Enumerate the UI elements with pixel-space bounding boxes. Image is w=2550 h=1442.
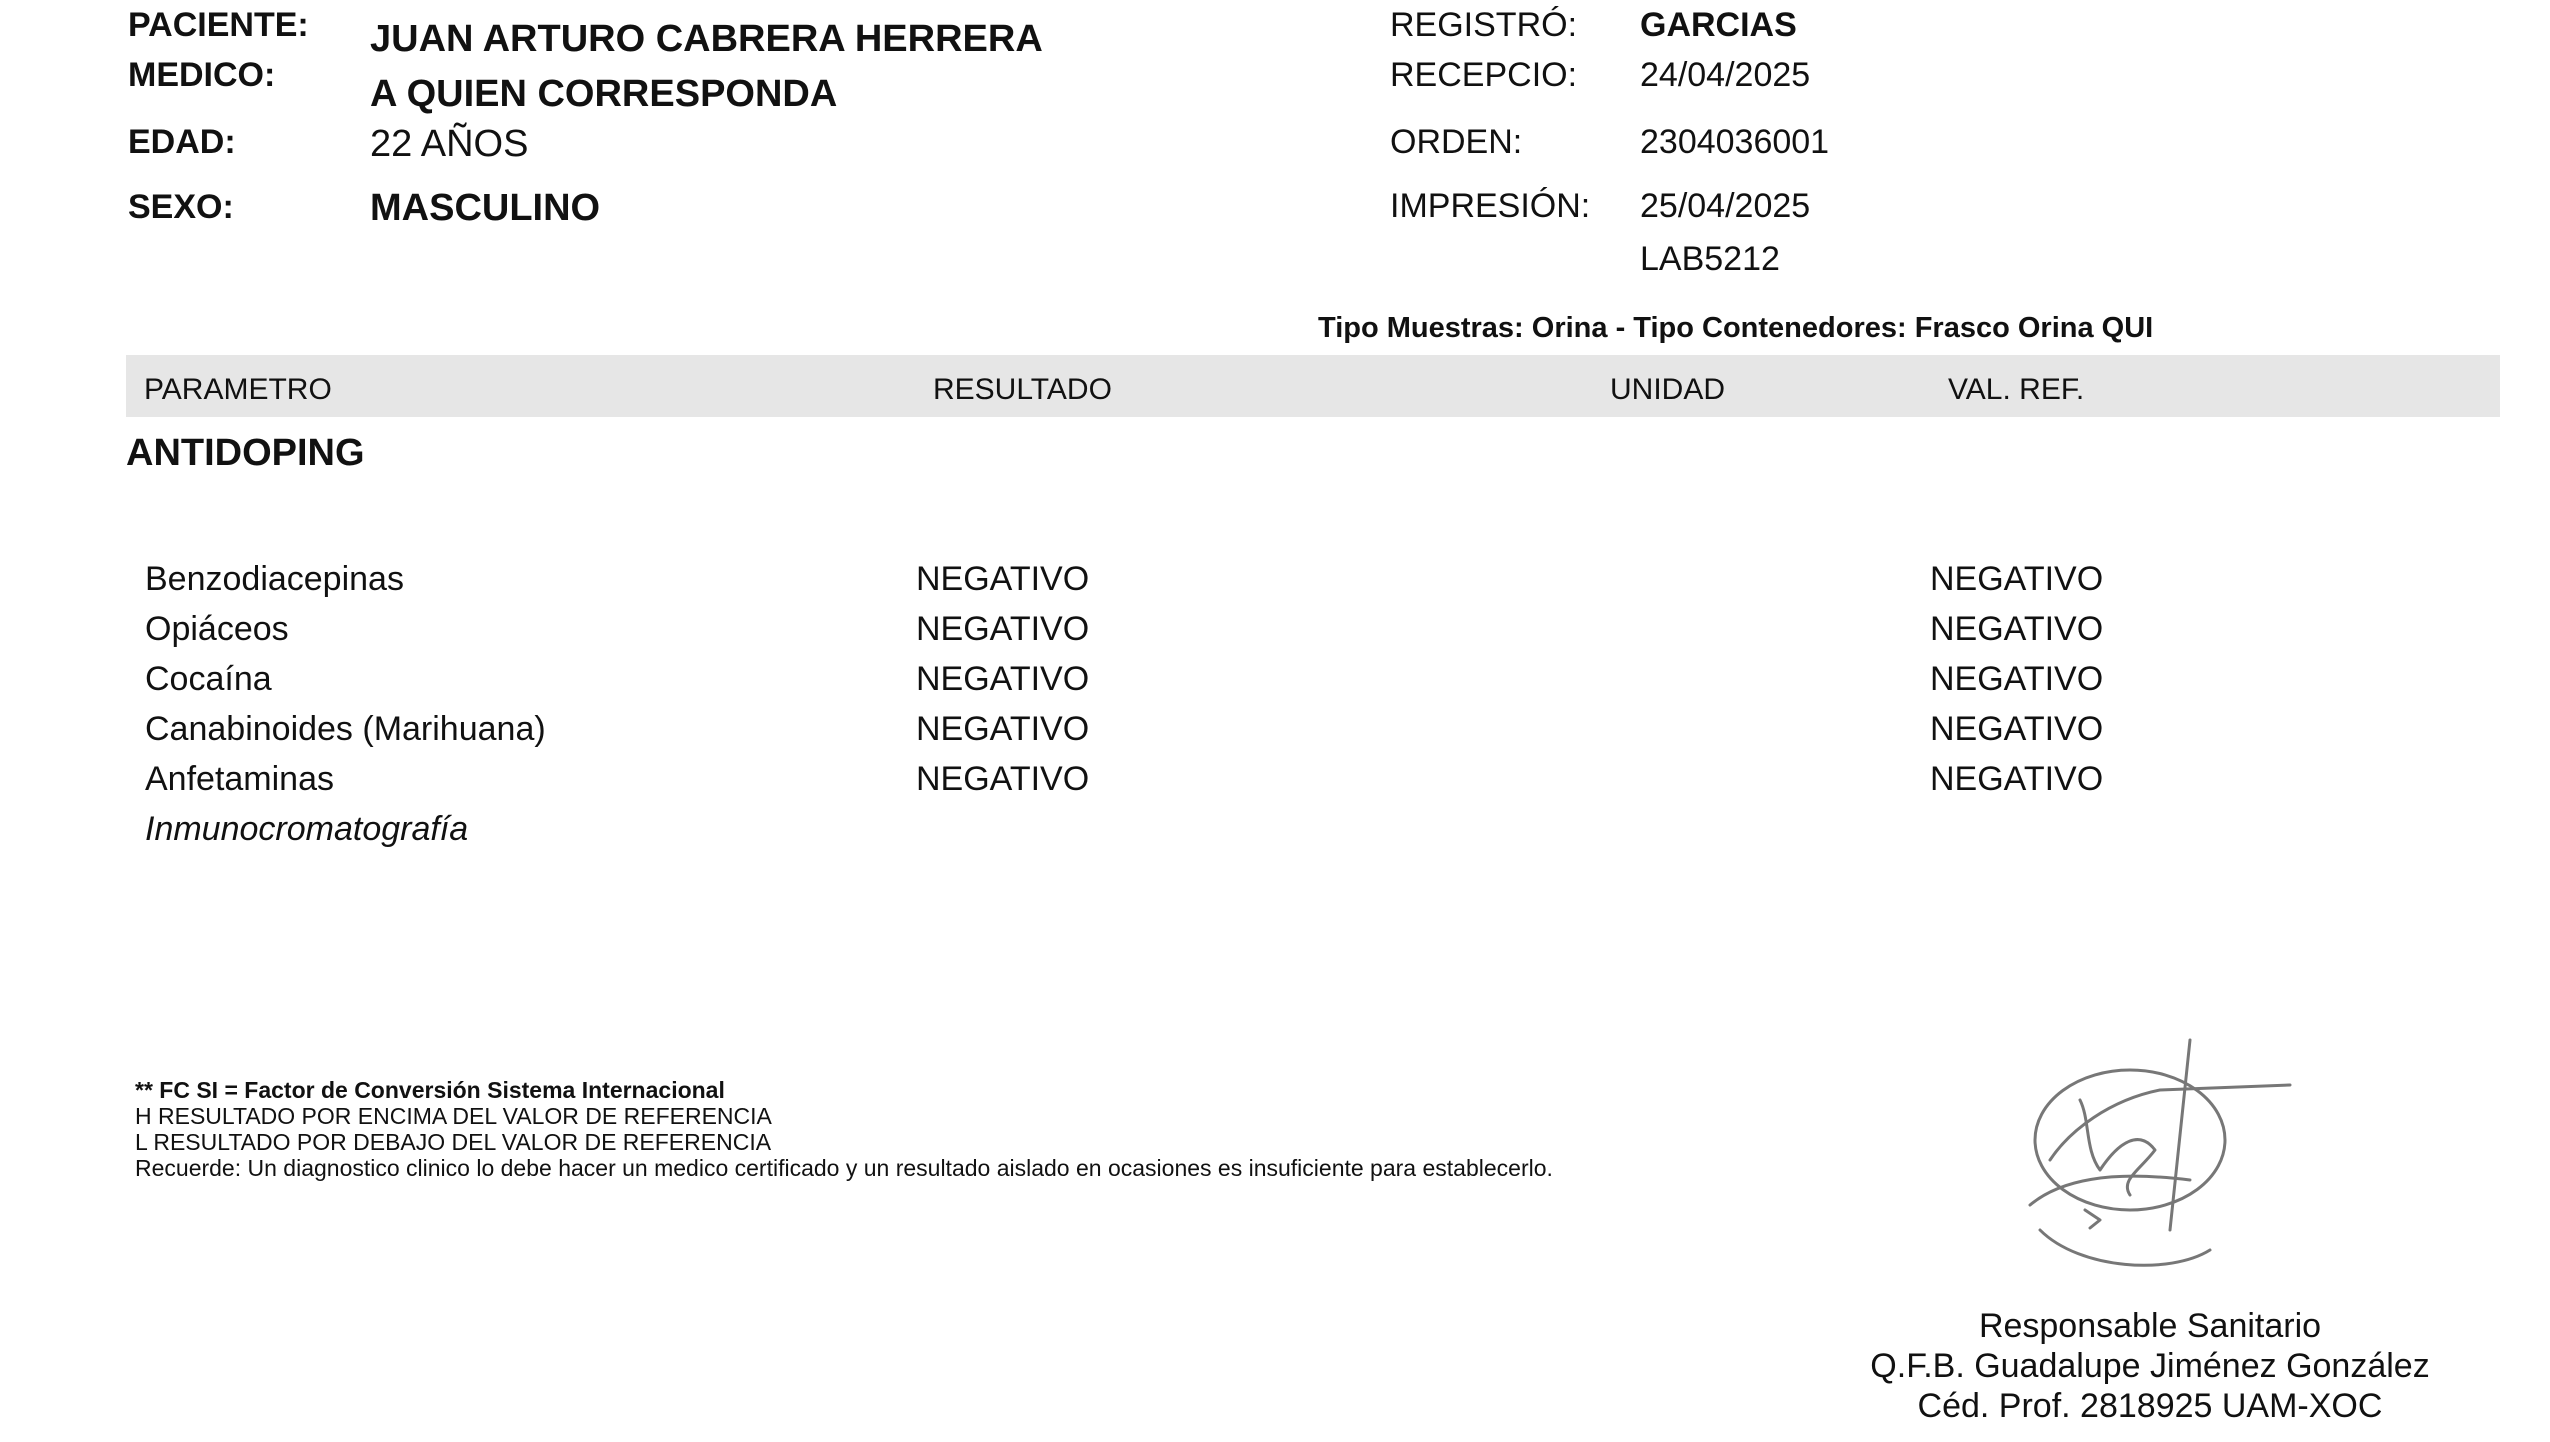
edad-label: EDAD:	[128, 123, 236, 161]
row-parametro: Opiáceos	[145, 610, 289, 648]
row-val-ref: NEGATIVO	[1930, 660, 2104, 698]
section-title: ANTIDOPING	[126, 432, 365, 474]
table-header	[126, 355, 2500, 417]
signature-image	[1990, 1030, 2330, 1290]
recepcion-value: 24/04/2025	[1640, 56, 1811, 94]
signature-name: Q.F.B. Guadalupe Jiménez González	[1870, 1347, 2430, 1385]
row-val-ref: NEGATIVO	[1930, 710, 2104, 748]
row-val-ref: NEGATIVO	[1930, 760, 2104, 798]
method-label: Inmunocromatografía	[145, 810, 469, 848]
note-high: H RESULTADO POR ENCIMA DEL VALOR DE REFERENCIA	[135, 1103, 772, 1129]
sample-info: Tipo Muestras: Orina - Tipo Contenedores: Frasco Orina QUI	[1318, 312, 2154, 344]
signature-stroke	[2085, 1210, 2100, 1228]
recepcion-label: RECEPCIO:	[1390, 56, 1578, 94]
row-val-ref: NEGATIVO	[1930, 560, 2104, 598]
row-resultado: NEGATIVO	[916, 660, 1090, 698]
registro-value: GARCIAS	[1640, 6, 1797, 44]
signature-role: Responsable Sanitario	[1978, 1307, 2322, 1345]
signature-stroke	[2170, 1040, 2190, 1230]
orden-value: 2304036001	[1640, 123, 1830, 161]
impresion-label: IMPRESIÓN:	[1390, 187, 1591, 225]
signature-license: Céd. Prof. 2818925 UAM-XOC	[1917, 1387, 2383, 1425]
row-resultado: NEGATIVO	[916, 560, 1090, 598]
orden-label: ORDEN:	[1390, 123, 1523, 161]
header-parametro: PARAMETRO	[144, 373, 332, 406]
impresion-value: 25/04/2025	[1640, 187, 1811, 225]
header-val-ref: VAL. REF.	[1948, 373, 2085, 406]
row-parametro: Cocaína	[145, 660, 272, 698]
paciente-label: PACIENTE:	[128, 6, 309, 44]
paciente-value: JUAN ARTURO CABRERA HERRERA	[370, 18, 1043, 60]
row-resultado: NEGATIVO	[916, 710, 1090, 748]
edad-value: 22 AÑOS	[370, 123, 529, 165]
row-resultado: NEGATIVO	[916, 760, 1090, 798]
row-resultado: NEGATIVO	[916, 610, 1090, 648]
lab-code: LAB5212	[1640, 240, 1780, 278]
signature-stroke	[2040, 1230, 2210, 1265]
registro-label: REGISTRÓ:	[1390, 6, 1578, 44]
note-disclaimer: Recuerde: Un diagnostico clinico lo debe hacer un medico certificado y un resultado aislado en ocasiones es insuficiente para establecerlo.	[135, 1155, 1553, 1181]
header-unidad: UNIDAD	[1610, 373, 1726, 406]
sexo-label: SEXO:	[128, 188, 234, 226]
sexo-value: MASCULINO	[370, 187, 601, 229]
medico-label: MEDICO:	[128, 56, 276, 94]
note-low: L RESULTADO POR DEBAJO DEL VALOR DE REFERENCIA	[135, 1129, 772, 1155]
row-parametro: Anfetaminas	[145, 760, 334, 798]
note-fc-si: ** FC SI = Factor de Conversión Sistema Internacional	[135, 1077, 725, 1103]
row-parametro: Benzodiacepinas	[145, 560, 404, 598]
row-parametro: Canabinoides (Marihuana)	[145, 710, 546, 748]
header-resultado: RESULTADO	[933, 373, 1112, 406]
row-val-ref: NEGATIVO	[1930, 610, 2104, 648]
medico-value: A QUIEN CORRESPONDA	[370, 73, 838, 115]
